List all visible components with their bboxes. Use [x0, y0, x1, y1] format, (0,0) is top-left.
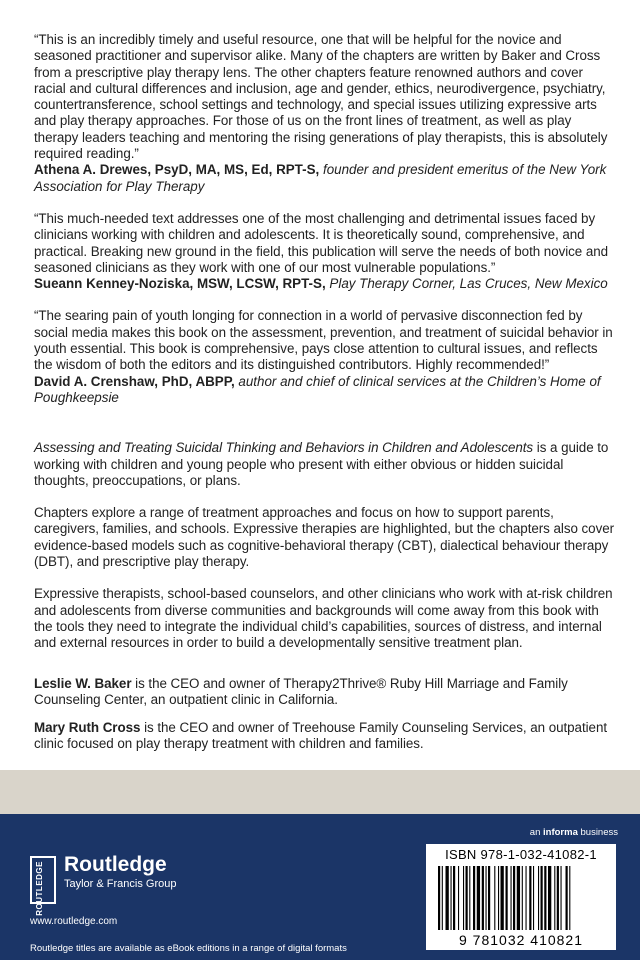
- publisher-website[interactable]: www.routledge.com: [30, 916, 118, 927]
- editor-bio-1: Leslie W. Baker is the CEO and owner of Therapy2Thrive® Ruby Hill Marriage and Family Counseling Center, an outpatient clinic in California.: [34, 675, 568, 707]
- endorser-name: Athena A. Drewes, PsyD, MA, MS, Ed, RPT-S,: [34, 162, 320, 178]
- back-cover-text: [34, 32, 616, 753]
- endorser-name: David A. Crenshaw, PhD, ABPP,: [34, 373, 235, 389]
- isbn-number: ISBN 978-1-032-41082-1: [445, 847, 597, 862]
- editor-name: Leslie W. Baker: [34, 675, 132, 691]
- description-paragraph-1: Assessing and Treating Suicidal Thinking and Behaviors in Children and Adolescents is a guide to working with children and young people who present with either obvious or hidden suicidal thoughts, preoccupations, or plans.: [34, 440, 609, 488]
- endorsement-attribution: [34, 374, 616, 407]
- barcode-icon: [438, 866, 604, 930]
- endorser-role: Play Therapy Corner, Las Cruces, New Mexico: [329, 276, 608, 292]
- endorsement-1: [34, 32, 616, 195]
- description-paragraph-2: Chapters explore a range of treatment approaches and focus on how to support parents, caregivers, families, and schools. Expressive therapies are highlighted, but the chapters also cover evidence-based models such as cognitive-behavioral therapy (CBT), dialectical behaviour therapy (DBT), and prescriptive play therapy.: [34, 505, 615, 570]
- divider-band: [0, 770, 640, 814]
- endorsement-quote: “This is an incredibly timely and useful resource, one that will be helpful for the novice and seasoned practitioner and supervisor alike. Many of the chapters are written by Baker and Cross from a prescriptive play therapy lens. The other chapters feature renowned authors and cover racial and cultural differences and inclusion, age and gender, ethics, neurodivergence, psychiatry, countertransference, school settings and technology, and special issues utilizing expressive arts and play therapy approaches. For those of us on the front lines of treatment, as well as play therapy leaders teaching and mentoring the rising generations of play therapists, this is absolutely required reading.”: [34, 32, 608, 162]
- publisher-footer: [0, 814, 640, 960]
- barcode-digits: 9 781032 410821: [459, 932, 583, 948]
- endorser-role: founder and president emeritus of the New York Association for Play Therapy: [34, 162, 607, 194]
- routledge-logo-icon: ROUTLEDGE: [30, 856, 56, 904]
- informa-tagline: an informa business: [529, 827, 618, 838]
- endorsement-attribution: [34, 162, 616, 195]
- endorser-name: Sueann Kenney-Noziska, MSW, LCSW, RPT-S,: [34, 276, 326, 292]
- endorsement-quote: “This much-needed text addresses one of the most challenging and detrimental issues faced by clinicians working with children and adolescents. It is theoretically sound, comprehensive, and practical. Breaking new ground in the field, this publication will serve the needs of both novice and seasoned clinicians as they work with one of our most vulnerable populations.”: [34, 210, 609, 275]
- isbn-barcode: [426, 844, 616, 950]
- endorsement-3: [34, 308, 616, 406]
- book-title: Assessing and Treating Suicidal Thinking and Behaviors in Children and Adolescents: [34, 440, 534, 456]
- endorser-role: author and chief of clinical services at the Children’s Home of Poughkeepsie: [34, 373, 601, 405]
- endorsement-attribution: [34, 276, 616, 292]
- endorsement-2: [34, 211, 616, 292]
- description-paragraph-3: Expressive therapists, school-based counselors, and other clinicians who work with at-risk children and adolescents from diverse communities and backgrounds will come away from this book with the tools they need to integrate the individual child’s capabilities, sources of distress, and internal and external resources in order to build a developmentally sensitive treatment plan.: [34, 586, 613, 651]
- publisher-name: Routledge: [64, 853, 167, 876]
- endorsement-quote: “The searing pain of youth longing for connection in a world of pervasive disconnection fed by social media makes this book on the assessment, prevention, and treatment of suicidal behavior in youth essential. This book is comprehensive, pays close attention to cultural issues, and reflects the wisdom of both the editors and its distinguished contributors. Highly recommended!”: [34, 308, 613, 373]
- ebook-note: Routledge titles are available as eBook editions in a range of digital formats: [30, 943, 347, 954]
- publisher-brand: [64, 852, 176, 891]
- editor-name: Mary Ruth Cross: [34, 720, 141, 736]
- editor-bio-2: Mary Ruth Cross is the CEO and owner of Treehouse Family Counseling Services, an outpatient clinic focused on play therapy treatment with children and families.: [34, 720, 608, 752]
- publisher-group: Taylor & Francis Group: [64, 878, 177, 890]
